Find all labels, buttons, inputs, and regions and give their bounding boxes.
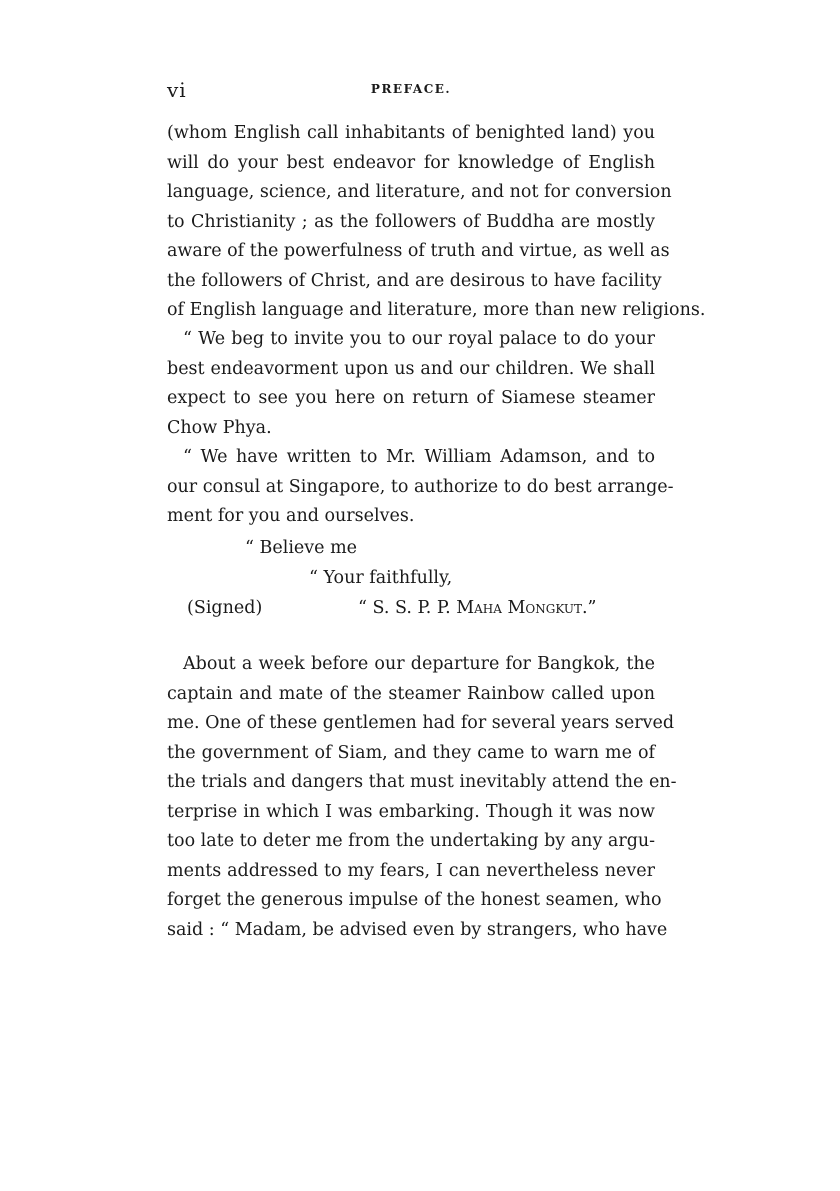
signature-suffix: .” [581, 598, 597, 618]
text-line: (whom English call inhabitants of benighted land) you [167, 123, 655, 143]
text-line: the followers of Christ, and are desirous to have facility [167, 270, 662, 291]
text-line: said : “ Madam, be advised even by strangers, who have [167, 919, 668, 940]
consul-paragraph [167, 443, 674, 532]
page-number: vi [167, 78, 187, 102]
letter-continuation-paragraph [167, 119, 706, 326]
signed-label: (Signed) [187, 598, 263, 618]
signature-prefix: “ S. S. P. P. [358, 598, 457, 618]
text-line: of English language and literature, more than new religions. [167, 300, 706, 320]
closing-believe-me: “ Believe me [245, 538, 358, 558]
text-line: ments addressed to my fears, I can nevertheless never [167, 860, 655, 881]
text-line: too late to deter me from the undertaking by any argu- [167, 831, 656, 851]
royal-signature [358, 596, 597, 620]
running-head-title: PREFACE. [370, 82, 452, 96]
text-line: best endeavorment upon us and our children. We shall [167, 358, 655, 379]
text-line: aware of the powerfulness of truth and virtue, as well as [167, 241, 670, 261]
text-line: forget the generous impulse of the honest seamen, who [167, 890, 662, 910]
text-line: ment for you and ourselves. [167, 506, 415, 526]
text-line: terprise in which I was embarking. Though it was now [167, 801, 655, 822]
text-line: the trials and dangers that must inevitably attend the en- [167, 772, 677, 792]
text-line: language, science, and literature, and not for conversion [167, 182, 672, 202]
text-line: expect to see you here on return of Siamese steamer [167, 388, 655, 408]
narrative-paragraph [167, 650, 677, 945]
invitation-paragraph [167, 325, 655, 443]
text-line: “ We beg to invite you to our royal palace to do your [183, 329, 655, 349]
text-line: me. One of these gentlemen had for several years served [167, 713, 675, 733]
closing-faithfully: “ Your faithfully, [309, 568, 453, 588]
text-line: the government of Siam, and they came to warn me of [167, 742, 655, 763]
signature-name: Maha Mongkut [456, 598, 582, 618]
text-line: “ We have written to Mr. William Adamson, and to [183, 447, 655, 467]
running-head [167, 78, 655, 104]
text-line: captain and mate of the steamer Rainbow called upon [167, 683, 655, 704]
text-line: to Christianity ; as the followers of Buddha are mostly [167, 211, 655, 232]
text-line: will do your best endeavor for knowledge of English [167, 152, 655, 173]
text-line: Chow Phya. [167, 417, 272, 438]
text-line: our consul at Singapore, to authorize to do best arrange- [167, 476, 674, 497]
text-line: About a week before our departure for Bangkok, the [183, 654, 655, 674]
